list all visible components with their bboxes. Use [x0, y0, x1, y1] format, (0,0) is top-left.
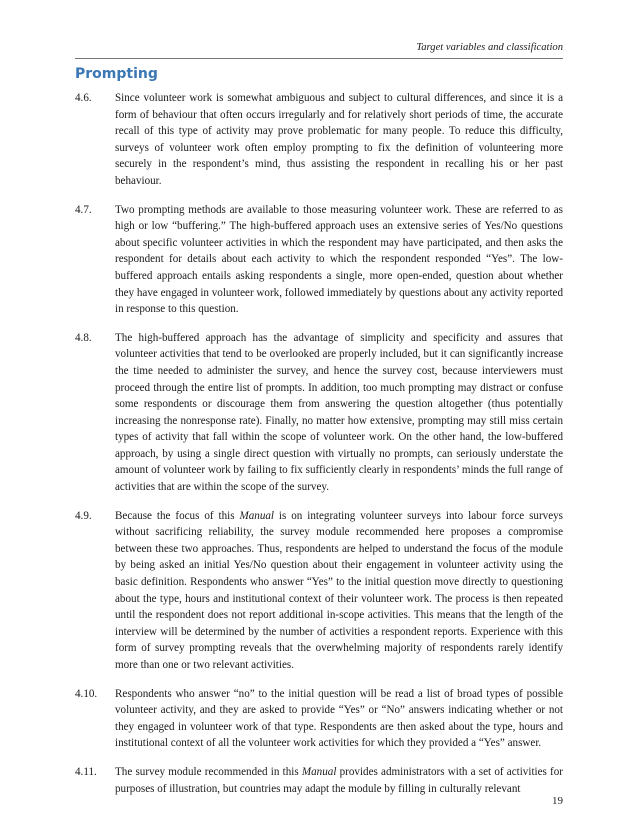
paragraph-number: 4.11.: [75, 765, 97, 778]
paragraph-number: 4.10.: [75, 687, 98, 700]
paragraph-4-9: [75, 508, 563, 674]
paragraph-4-8: [75, 330, 563, 496]
paragraph-4-6: [75, 90, 563, 190]
paragraph-number: 4.8.: [75, 331, 92, 344]
section-title: Prompting: [75, 66, 158, 82]
paragraph-number: 4.7.: [75, 203, 92, 216]
paragraph-text-after: is on integrating volunteer surveys into labour force surveys without sacrificing reliability, the survey module recommended here proposes a compromise between these two approaches. Thus, respondents are helped to understand the focus of the module by being asked an initial Yes/No question about their engagement in volunteer activity using the basic definition. Respondents who answer “Yes” to the initial question move directly to questioning about the type, hours and institutional context of their volunteer work. The process is then repeated until the respondent does not report additional in-scope activities. This means that the length of the interview will be determined by the number of activities a respondent reports. Experience with this form of survey prompting reveals that the overwhelming majority of respondents rarely identify more than one or two relevant activities.: [115, 509, 564, 671]
paragraph-number: 4.6.: [75, 92, 92, 104]
paragraph-text: Since volunteer work is somewhat ambiguous and subject to cultural differences, and since it is a form of behaviour that often occurs irregularly and for relatively short periods of time, the accurate recall of this type of activity may prove problematic for many people. To reduce this difficulty, surveys of volunteer work often employ prompting to fix the definition of volunteering more securely in the respondent’s mind, thus assisting the respondent in recalling his or her past behaviour.: [115, 92, 563, 187]
paragraph-text-before: Because the focus of this: [115, 509, 240, 522]
paragraph-text: [115, 764, 563, 797]
italic-manual: Manual: [301, 765, 337, 778]
italic-manual: Manual: [239, 509, 274, 522]
paragraph-text: The high-buffered approach has the advantage of simplicity and specificity and assures that volunteer activities that tend to be overlooked are properly included, but it can significantly increase the time needed to administer the survey, and hence the survey cost, because interviewers must proceed through the entire list of prompts. In addition, too much prompting may distract or confuse some respondents or discourage them from answering the question altogether (thus potentially increasing the nonresponse rate). Finally, no matter how extensive, prompting may still miss certain types of activity that fall within the scope of volunteer work. On the other hand, the low-buffered approach, by using a single direct question with virtually no prompts, can seriously understate the amount of volunteer work by failing to fix sufficiently clearly in respondents’ minds the full range of activities that are within the scope of the survey.: [115, 331, 563, 494]
paragraph-text: Respondents who answer “no” to the initial question will be read a list of broad types of possible volunteer activity, and they are asked to provide “Yes” or “No” answers indicating whether or not they engaged in volunteer work of that type. Respondents are then asked about the type, hours and institutional context of all the volunteer work activities for which they provided a “Yes” answer.: [115, 687, 563, 750]
body-text: [75, 90, 563, 809]
paragraph-number: 4.9.: [75, 509, 92, 522]
paragraph-text-after: provides administrators with a set of activities for purposes of illustration, but countries may adapt the module by filling in culturally relevant: [115, 765, 563, 795]
header-rule: [75, 58, 563, 59]
paragraph-text-before: The survey module recommended in this: [115, 765, 302, 778]
page-number: 19: [552, 795, 563, 807]
paragraph-4-7: [75, 202, 563, 318]
paragraph-text: Two prompting methods are available to those measuring volunteer work. These are referred to as high or low “buffering.” The high-buffered approach uses an extensive series of Yes/No questions about specific volunteer activities in which the respondent may have participated, and then asks the respondent for details about each activity to which the respondent responded “Yes”. The low-buffered approach entails asking respondents a single, more open-ended, question about whether they have engaged in volunteer work, followed immediately by questions about any activity reported in response to this question.: [115, 203, 563, 316]
paragraph-text: [115, 508, 563, 674]
paragraph-4-10: [75, 686, 563, 752]
paragraph-4-11: [75, 764, 563, 797]
running-header: Target variables and classification: [416, 42, 563, 53]
